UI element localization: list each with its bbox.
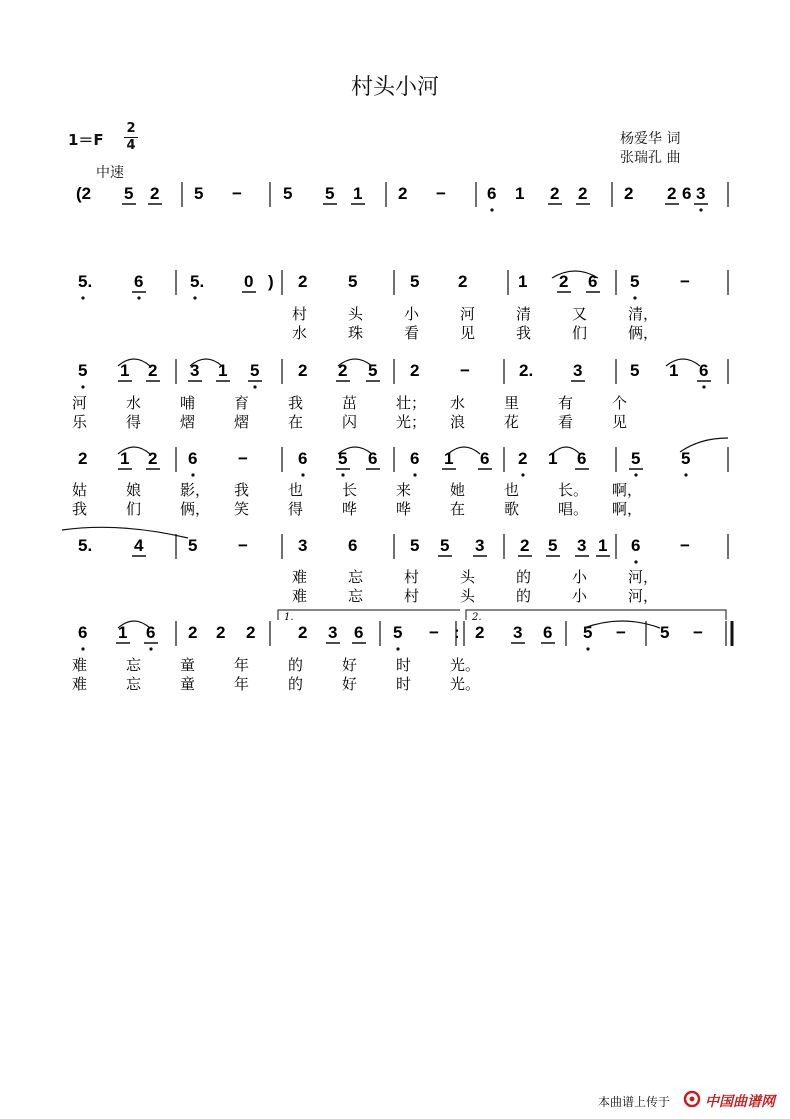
- low-octave-dot: [586, 647, 589, 650]
- lyric-character: 好: [342, 656, 358, 674]
- lyric-character: 小: [572, 568, 588, 586]
- jianpu-note: 5: [348, 272, 358, 291]
- low-octave-dot: [193, 296, 196, 299]
- jianpu-note: 5.: [190, 272, 205, 291]
- jianpu-note: 3: [328, 623, 338, 642]
- jianpu-note: 1: [548, 449, 558, 468]
- jianpu-note: 3: [298, 536, 308, 555]
- lyric-character: 河: [72, 394, 88, 412]
- jianpu-note: 2: [298, 361, 308, 380]
- lyric-character: 唱。: [558, 500, 589, 518]
- jianpu-note: 5: [283, 184, 293, 203]
- lyric-character: 我: [288, 394, 304, 412]
- jianpu-note: 2: [188, 623, 198, 642]
- low-octave-dot: [137, 296, 140, 299]
- lyric-character: 的: [288, 656, 304, 674]
- lyric-character: 的: [516, 587, 532, 605]
- jianpu-note: 5: [124, 184, 134, 203]
- lyric-character: 头: [348, 305, 364, 323]
- lyric-character: 个: [612, 394, 628, 412]
- jianpu-note: 6: [543, 623, 553, 642]
- lyric-character: 的: [516, 568, 532, 586]
- jianpu-note: 6: [699, 361, 709, 380]
- lyric-character: 俩，: [180, 500, 211, 518]
- jianpu-note: 2: [410, 361, 420, 380]
- lyric-character: 河，: [628, 568, 659, 586]
- lyric-character: 看: [404, 324, 420, 342]
- lyric-character: 水: [292, 324, 308, 342]
- jianpu-note: 6: [480, 449, 490, 468]
- jianpu-note: 2: [246, 623, 256, 642]
- lyric-character: 年: [234, 656, 250, 674]
- lyric-character: 童: [180, 675, 196, 693]
- volta-second-label: 2.: [472, 612, 482, 623]
- lyric-character: 河: [460, 305, 476, 323]
- lyric-character: 哗: [342, 500, 358, 518]
- jianpu-note: 2: [148, 361, 158, 380]
- jianpu-note: 5: [188, 536, 198, 555]
- time-signature-bottom: 4: [126, 138, 136, 153]
- jianpu-note: 5: [630, 272, 640, 291]
- jianpu-note: 5: [681, 449, 691, 468]
- lyric-character: 闪: [342, 413, 358, 431]
- volta-second-bracket: [466, 610, 726, 620]
- lyric-character: 俩，: [628, 324, 659, 342]
- volta-first-bracket: [278, 610, 460, 620]
- composer-credit: 张瑞孔 曲: [620, 150, 681, 166]
- lyric-character: 乐: [72, 413, 88, 431]
- lyric-character: 笑: [234, 500, 250, 518]
- jianpu-note: 2: [559, 272, 569, 291]
- low-octave-dot: [81, 296, 84, 299]
- jianpu-note: 5: [631, 449, 641, 468]
- lyric-character: 得: [288, 500, 304, 518]
- jianpu-note: 5: [338, 449, 348, 468]
- lyric-character: 里: [504, 394, 520, 412]
- low-octave-dot: [81, 385, 84, 388]
- jianpu-note: 5: [325, 184, 335, 203]
- lyric-character: 哺: [180, 394, 196, 412]
- jianpu-note: 2: [475, 623, 485, 642]
- jianpu-note: 3: [190, 361, 200, 380]
- jianpu-note: 6: [631, 536, 641, 555]
- jianpu-note: −: [680, 536, 690, 555]
- low-octave-dot: [684, 473, 687, 476]
- time-signature-top: 2: [126, 121, 136, 136]
- lyric-character: 光。: [450, 675, 481, 693]
- jianpu-note: 6: [410, 449, 420, 468]
- lyric-character: 在: [450, 500, 466, 518]
- score-site-name: 中国曲谱网: [705, 1094, 775, 1110]
- jianpu-note: 5.: [78, 272, 93, 291]
- lyric-character: 熠: [180, 413, 196, 431]
- lyric-character: 姑: [72, 481, 88, 499]
- lyric-character: 头: [460, 587, 476, 605]
- lyric-character: 啊，: [612, 500, 643, 518]
- lyric-character: 难: [72, 656, 88, 674]
- lyric-character: 珠: [348, 324, 364, 342]
- lyric-character: 小: [572, 587, 588, 605]
- jianpu-note: 2.: [519, 361, 534, 380]
- jianpu-note: −: [680, 272, 690, 291]
- jianpu-note: 1: [353, 184, 363, 203]
- jianpu-note: −: [238, 536, 248, 555]
- lyric-character: 来: [396, 481, 412, 499]
- lyric-character: 忘: [126, 656, 142, 674]
- low-octave-dot: [191, 473, 194, 476]
- jianpu-note: 6: [682, 184, 692, 203]
- jianpu-note: −: [693, 623, 703, 642]
- jianpu-note: −: [460, 361, 470, 380]
- lyric-character: 村: [404, 587, 420, 605]
- jianpu-note: 2: [398, 184, 408, 203]
- jianpu-note: (2: [76, 184, 92, 203]
- jianpu-note: 5: [250, 361, 260, 380]
- jianpu-note: 2: [518, 449, 528, 468]
- jianpu-note: 1: [444, 449, 454, 468]
- jianpu-note: 1: [598, 536, 608, 555]
- lyric-character: 在: [288, 413, 304, 431]
- lyric-character: 有: [558, 394, 574, 412]
- jianpu-note: 2: [150, 184, 160, 203]
- lyric-character: 壮；: [396, 394, 427, 412]
- jianpu-note: 6: [348, 536, 358, 555]
- lyric-character: 忘: [126, 675, 142, 693]
- lyric-character: 又: [572, 305, 588, 323]
- lyric-character: 花: [504, 413, 520, 431]
- lyric-character: 育: [234, 394, 250, 412]
- jianpu-note: 6: [354, 623, 364, 642]
- jianpu-note: −: [436, 184, 446, 203]
- jianpu-note: 5.: [78, 536, 93, 555]
- jianpu-note: 6: [78, 623, 88, 642]
- lyric-character: 们: [126, 500, 142, 518]
- lyric-character: 时: [396, 675, 412, 693]
- low-octave-dot: [634, 473, 637, 476]
- jianpu-note: 6: [588, 272, 598, 291]
- tempo-marking: 中速: [96, 165, 124, 181]
- jianpu-note: 3: [573, 361, 583, 380]
- jianpu-note: 2: [148, 449, 158, 468]
- lyric-character: 童: [180, 656, 196, 674]
- jianpu-note: 5: [548, 536, 558, 555]
- lyric-character: 我: [72, 500, 88, 518]
- lyric-character: 头: [460, 568, 476, 586]
- lyric-character: 看: [558, 413, 574, 431]
- lyric-character: 好: [342, 675, 358, 693]
- low-octave-dot: [253, 385, 256, 388]
- low-octave-dot: [149, 647, 152, 650]
- jianpu-note: 2: [520, 536, 530, 555]
- jianpu-note: 1: [120, 449, 130, 468]
- lyric-character: 小: [404, 305, 420, 323]
- jianpu-note: 3: [696, 184, 706, 203]
- low-octave-dot: [301, 473, 304, 476]
- jianpu-note: 2: [624, 184, 634, 203]
- lyric-character: 忘: [348, 568, 364, 586]
- jianpu-note: 5: [393, 623, 403, 642]
- lyric-character: 清，: [628, 305, 659, 323]
- jianpu-note: −: [616, 623, 626, 642]
- low-octave-dot: [396, 647, 399, 650]
- lyric-character: 影，: [180, 481, 211, 499]
- jianpu-note: 6: [298, 449, 308, 468]
- jianpu-note: 6: [487, 184, 497, 203]
- jianpu-note: 5: [660, 623, 670, 642]
- jianpu-note: 6: [134, 272, 144, 291]
- low-octave-dot: [634, 560, 637, 563]
- lyric-character: 难: [292, 587, 308, 605]
- lyric-character: 歌: [504, 500, 520, 518]
- jianpu-note: 2: [578, 184, 588, 203]
- lyric-character: 长: [342, 481, 358, 499]
- jianpu-note: 6: [146, 623, 156, 642]
- page-title: 村头小河: [350, 75, 439, 100]
- lyric-character: 也: [504, 481, 520, 499]
- lyric-character: 啊，: [612, 481, 643, 499]
- lyric-character: 我: [234, 481, 250, 499]
- low-octave-dot: [702, 385, 705, 388]
- lyric-character: 难: [292, 568, 308, 586]
- jianpu-note: 1: [218, 361, 228, 380]
- lyric-character: 村: [292, 305, 308, 323]
- jianpu-note: 1: [515, 184, 525, 203]
- jianpu-note: 2: [550, 184, 560, 203]
- jianpu-note: −: [238, 449, 248, 468]
- lyric-character: 年: [234, 675, 250, 693]
- jianpu-note: 2: [78, 449, 88, 468]
- jianpu-note: 2: [458, 272, 468, 291]
- jianpu-note: 1: [120, 361, 130, 380]
- jianpu-note: 6: [577, 449, 587, 468]
- lyric-character: 浪: [450, 413, 466, 431]
- jianpu-note: 1: [518, 272, 528, 291]
- lyric-character: 河，: [628, 587, 659, 605]
- lyric-character: 难: [72, 675, 88, 693]
- lyric-character: 光。: [450, 656, 481, 674]
- jianpu-note: 3: [577, 536, 587, 555]
- lyric-character: 茁: [342, 394, 358, 412]
- lyric-character: 我: [516, 324, 532, 342]
- jianpu-note: 5: [368, 361, 378, 380]
- jianpu-note: 5: [630, 361, 640, 380]
- lyric-character: 忘: [348, 587, 364, 605]
- lyric-character: 见: [460, 324, 476, 342]
- jianpu-note: 2: [298, 272, 308, 291]
- volta-first-label: 1.: [284, 612, 294, 623]
- lyric-character: 娘: [126, 481, 142, 499]
- jianpu-note: 5: [194, 184, 204, 203]
- key-signature: 1＝F: [68, 131, 104, 149]
- jianpu-note: 2: [338, 361, 348, 380]
- low-octave-dot: [413, 473, 416, 476]
- score-site-logo-icon: [683, 1090, 701, 1108]
- jianpu-note: :: [454, 623, 460, 642]
- jianpu-note: −: [232, 184, 242, 203]
- low-octave-dot: [81, 647, 84, 650]
- jianpu-note: 6: [368, 449, 378, 468]
- jianpu-note: 5: [410, 272, 420, 291]
- jianpu-note: 2: [667, 184, 677, 203]
- lyric-character: 村: [404, 568, 420, 586]
- upload-note: 本曲谱上传于: [598, 1095, 671, 1109]
- jianpu-note: 2: [216, 623, 226, 642]
- lyric-character: 的: [288, 675, 304, 693]
- lyric-character: 见: [612, 413, 628, 431]
- jianpu-note: 2: [298, 623, 308, 642]
- jianpu-note: −: [429, 623, 439, 642]
- jianpu-note: 1: [118, 623, 128, 642]
- jianpu-note: 4: [134, 536, 144, 555]
- jianpu-note: 5: [78, 361, 88, 380]
- low-octave-dot: [341, 473, 344, 476]
- lyric-character: 清: [516, 305, 532, 323]
- lyric-character: 得: [126, 413, 142, 431]
- lyricist-credit: 杨爱华 词: [620, 131, 681, 147]
- low-octave-dot: [699, 208, 702, 211]
- jianpu-note: 3: [475, 536, 485, 555]
- low-octave-dot: [521, 473, 524, 476]
- lyric-character: 水: [450, 394, 466, 412]
- lyric-character: 光；: [396, 413, 427, 431]
- low-octave-dot: [633, 296, 636, 299]
- lyric-character: 长。: [558, 481, 589, 499]
- lyric-character: 哗: [396, 500, 412, 518]
- low-octave-dot: [490, 208, 493, 211]
- lyric-character: 时: [396, 656, 412, 674]
- jianpu-note: ): [268, 272, 274, 291]
- jianpu-note: 5: [410, 536, 420, 555]
- jianpu-note: 5: [440, 536, 450, 555]
- lyric-character: 水: [126, 394, 142, 412]
- jianpu-note: 0: [244, 272, 254, 291]
- lyric-character: 也: [288, 481, 304, 499]
- jianpu-note: 6: [188, 449, 198, 468]
- jianpu-note: 1: [669, 361, 679, 380]
- lyric-character: 熠: [234, 413, 250, 431]
- lyric-character: 她: [450, 481, 466, 499]
- jianpu-note: 5: [583, 623, 593, 642]
- lyric-character: 们: [572, 324, 588, 342]
- jianpu-note: 3: [513, 623, 523, 642]
